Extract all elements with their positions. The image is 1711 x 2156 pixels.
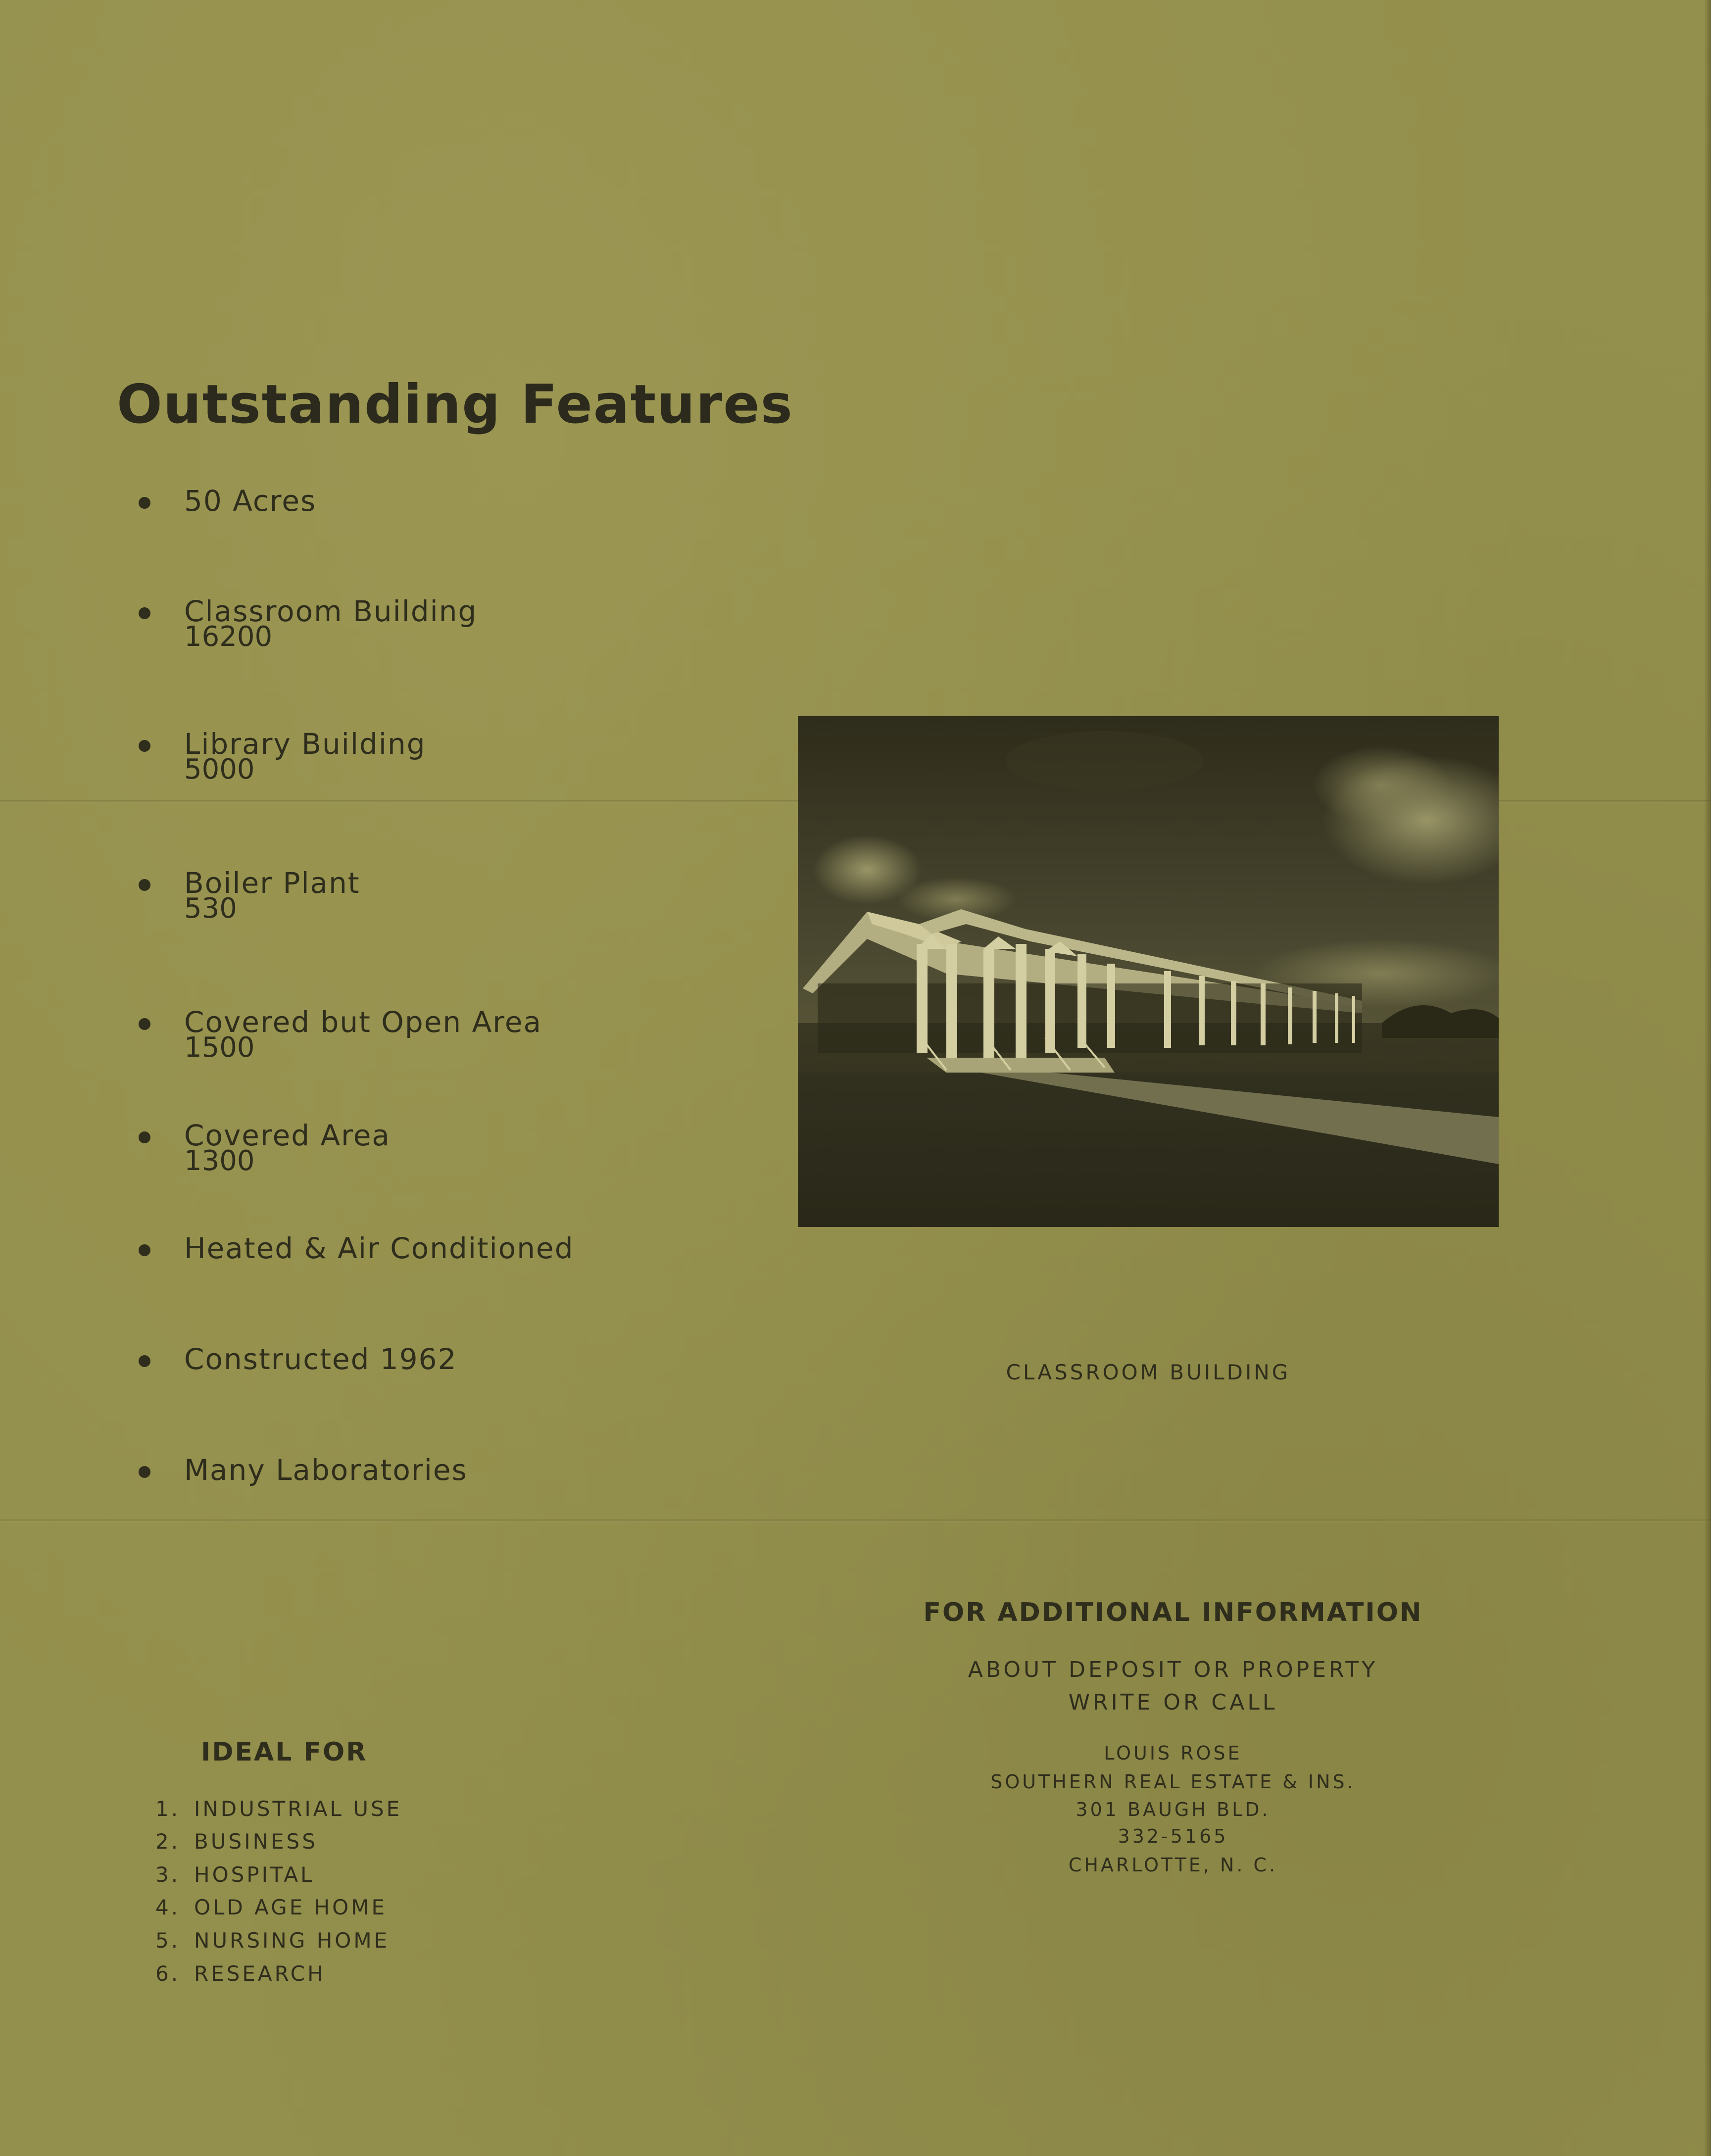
contact-company: SOUTHERN REAL ESTATE & INS. [990,1771,1356,1793]
feature-label: Heated & Air Conditioned [184,1231,574,1265]
contact-phone: 332-5165 [1118,1825,1228,1847]
bullet-icon [139,497,150,509]
ideal-list-item [155,1928,390,1953]
ideal-item-label: INDUSTRIAL USE [194,1797,402,1821]
ideal-list-item [155,1862,315,1887]
info-line: ABOUT DEPOSIT OR PROPERTY [968,1657,1378,1682]
bullet-icon [139,1018,150,1030]
bullet-icon [139,607,150,619]
ideal-list-item [155,1797,402,1821]
page-edge-shadow [1704,0,1711,2156]
ideal-item-label: NURSING HOME [194,1928,390,1953]
feature-value: 5000 [184,753,255,785]
page-title: Outstanding Features [117,374,793,436]
ideal-item-label: OLD AGE HOME [194,1895,387,1919]
classroom-building-photo [798,716,1499,1227]
bullet-icon [139,740,150,752]
feature-value: 530 [184,892,237,925]
info-line: WRITE OR CALL [1068,1690,1278,1715]
feature-label: Covered Area [184,1119,391,1152]
feature-label: 50 Acres [184,484,317,518]
feature-label: Many Laboratories [184,1453,468,1487]
ideal-item-number: 6. [155,1961,181,1986]
ideal-item-label: BUSINESS [194,1829,318,1854]
ideal-item-label: HOSPITAL [194,1862,315,1887]
ideal-list-item [155,1961,326,1986]
fold-line [0,1519,1711,1522]
feature-value: 1500 [184,1031,255,1064]
ideal-list-item [155,1895,387,1919]
feature-value: 1300 [184,1145,255,1177]
bullet-icon [139,879,150,891]
ideal-list-item [155,1829,318,1854]
ideal-for-heading: IDEAL FOR [201,1737,368,1767]
info-heading: FOR ADDITIONAL INFORMATION [923,1598,1423,1627]
bullet-icon [139,1466,150,1478]
ideal-item-number: 5. [155,1928,181,1953]
feature-value: 16200 [184,621,273,653]
ideal-item-label: RESEARCH [194,1961,326,1986]
feature-label: Constructed 1962 [184,1342,457,1376]
photo-caption: CLASSROOM BUILDING [1006,1360,1291,1384]
bullet-icon [139,1355,150,1367]
building-photo-image [798,716,1499,1227]
ideal-item-number: 2. [155,1829,181,1854]
contact-address: 301 BAUGH BLD. [1075,1799,1271,1820]
ideal-item-number: 1. [155,1797,181,1821]
ideal-item-number: 4. [155,1895,181,1919]
bullet-icon [139,1244,150,1256]
contact-city: CHARLOTTE, N. C. [1068,1854,1278,1876]
feature-label: Boiler Plant [184,866,360,900]
contact-name: LOUIS ROSE [1104,1742,1242,1764]
feature-label: Covered but Open Area [184,1005,542,1039]
bullet-icon [139,1131,150,1143]
ideal-item-number: 3. [155,1862,181,1887]
feature-label: Library Building [184,727,426,761]
feature-label: Classroom Building [184,594,478,628]
